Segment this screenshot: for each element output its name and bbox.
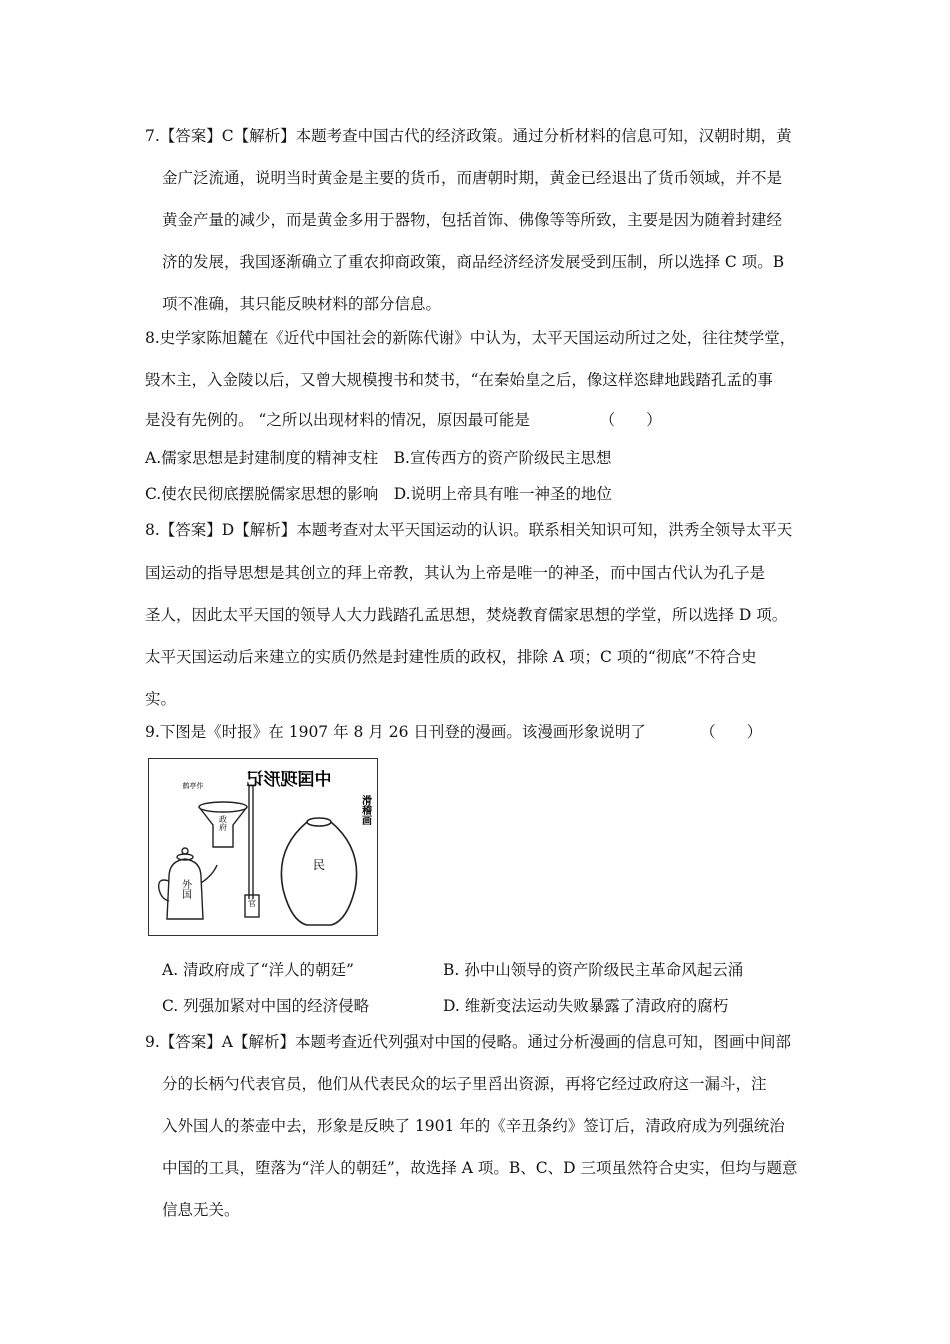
ladle-label: 官: [247, 899, 257, 907]
q8-answer-line-1: 8.【答案】D【解析】本题考查对太平天国运动的认识。联系相关知识可知，洪秀全领导太平天: [145, 521, 793, 539]
q9-option-d: D. 维新变法运动失败暴露了清政府的腐朽: [443, 997, 729, 1015]
q8-answer-line-5: 实。: [145, 690, 177, 708]
cartoon-drawing: [149, 759, 379, 937]
cartoon-figure: [148, 758, 378, 936]
q9-answer-line-2: 分的长柄勺代表官员，他们从代表民众的坛子里舀出资源，再将它经过政府这一漏斗，注: [162, 1075, 767, 1093]
q9-answer-line-3: 入外国人的茶壶中去，形象是反映了 1901 年的《辛丑条约》签订后，清政府成为列强统治: [162, 1117, 785, 1135]
q9-option-a: A. 清政府成了“洋人的朝廷”: [162, 961, 354, 979]
q9-option-c: C. 列强加紧对中国的经济侵略: [162, 997, 370, 1015]
q7-answer-line-2: 金广泛流通，说明当时黄金是主要的货币，而唐朝时期，黄金已经退出了货币领域，并不是: [162, 169, 783, 187]
q7-answer-line-3: 黄金产量的减少，而是黄金多用于器物，包括首饰、佛像等等所致，主要是因为随着封建经: [162, 211, 783, 229]
q8-answer-line-4: 太平天国运动后来建立的实质仍然是封建性质的政权，排除 A 项；C 项的“彻底”不符合史: [145, 648, 757, 666]
q8-stem-line-1: 8.史学家陈旭麓在《近代中国社会的新陈代谢》中认为，太平天国运动所过之处，往往焚学堂，: [145, 329, 796, 347]
cartoon-title: 中国现形记: [246, 770, 332, 790]
q8-stem-line-2: 毁木主，入金陵以后，又曾大规模搜书和焚书，“在秦始皇之后，像这样恣肆地践踏孔孟的事: [145, 371, 773, 389]
q7-answer-line-4: 济的发展，我国逐渐确立了重农抑商政策，商品经济经济发展受到压制，所以选择 C 项。B: [162, 253, 785, 271]
ladle-drawing: [245, 785, 259, 917]
funnel-label: 政府: [218, 815, 228, 831]
q7-answer-line-1: 7.【答案】C【解析】本题考查中国古代的经济政策。通过分析材料的信息可知，汉朝时期，黄: [145, 127, 792, 145]
q9-option-b: B. 孙中山领导的资产阶级民主革命风起云涌: [443, 961, 744, 979]
jar-label: 民: [312, 858, 326, 872]
teapot-label: 外国: [179, 879, 191, 899]
q8-answer-line-3: 圣人，因此太平天国的领导人大力践踏孔孟思想，焚烧教育儒家思想的学堂，所以选择 D 项。: [145, 606, 788, 624]
q9-answer-line-5: 信息无关。: [162, 1201, 240, 1219]
cartoon-small-note: 鹤亭作: [182, 782, 204, 790]
q8-answer-line-2: 国运动的指导思想是其创立的拜上帝教，其认为上帝是唯一的神圣，而中国古代认为孔子是: [145, 564, 766, 582]
q9-answer-line-1: 9.【答案】A【解析】本题考查近代列强对中国的侵略。通过分析漫画的信息可知，图画中间部: [145, 1033, 791, 1051]
cartoon-side-label: 滑稽画: [359, 795, 371, 825]
q8-stem-line-3: 是没有先例的。 “之所以出现材料的情况，原因最可能是 （ ）: [145, 411, 662, 429]
q7-answer-line-5: 项不准确，其只能反映材料的部分信息。: [162, 295, 442, 313]
q8-options-ab: A.儒家思想是封建制度的精神支柱 B.宣传西方的资产阶级民主思想: [145, 449, 612, 467]
q9-answer-line-4: 中国的工具，堕落为“洋人的朝廷”，故选择 A 项。B、C、D 三项虽然符合史实，但均与题意: [162, 1159, 798, 1177]
q9-stem: 9.下图是《时报》在 1907 年 8 月 26 日刊登的漫画。该漫画形象说明了 （ ）: [145, 723, 763, 741]
q8-options-cd: C.使农民彻底摆脱儒家思想的影响 D.说明上帝具有唯一神圣的地位: [145, 485, 613, 503]
